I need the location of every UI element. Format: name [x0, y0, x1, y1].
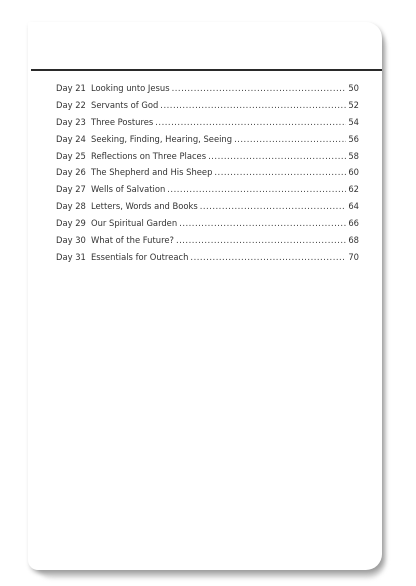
toc-day: Day 29: [56, 218, 86, 229]
toc-leader-dots: [234, 134, 346, 144]
toc-day: Day 28: [56, 201, 86, 212]
toc-entry: [56, 235, 359, 252]
toc-page-number: 62: [348, 184, 359, 195]
book-page: [28, 22, 382, 570]
toc-leader-dots: [155, 117, 346, 127]
toc-day: Day 27: [56, 184, 86, 195]
toc-page-number: 64: [348, 201, 359, 212]
toc-leader-dots: [172, 83, 347, 93]
toc-day: Day 31: [56, 251, 86, 262]
toc-title: Reflections on Three Places: [91, 150, 207, 161]
toc-title: Looking unto Jesus: [91, 83, 170, 93]
toc-title: The Shepherd and His Sheep: [91, 167, 213, 178]
toc-page-number: 52: [348, 99, 359, 110]
toc-page-number: 68: [348, 235, 359, 246]
toc-leader-dots: [179, 218, 346, 228]
toc-entry: [56, 83, 359, 100]
toc-day: Day 23: [56, 116, 86, 127]
toc-day: Day 26: [56, 167, 86, 178]
toc-page-number: 56: [348, 133, 359, 144]
toc-leader-dots: [190, 252, 346, 262]
toc-leader-dots: [167, 184, 346, 194]
toc-entry: [56, 151, 359, 168]
toc-day: Day 25: [56, 150, 86, 161]
toc-title: Servants of God: [91, 99, 159, 110]
table-of-contents: [56, 83, 359, 269]
toc-title: Three Postures: [91, 116, 154, 127]
toc-entry: [56, 134, 359, 151]
toc-day: Day 22: [56, 99, 86, 110]
toc-leader-dots: [200, 201, 347, 211]
header-rule: [31, 69, 382, 71]
toc-title: What of the Future?: [91, 235, 174, 246]
toc-page-number: 66: [348, 218, 359, 229]
toc-title: Wells of Salvation: [91, 184, 166, 195]
toc-entry: [56, 218, 359, 235]
toc-entry: [56, 167, 359, 184]
toc-page-number: 54: [348, 116, 359, 127]
toc-day: Day 30: [56, 235, 86, 246]
toc-entry: [56, 184, 359, 201]
toc-entry: [56, 252, 359, 269]
toc-day: Day 21: [56, 83, 86, 93]
toc-leader-dots: [176, 235, 346, 245]
toc-leader-dots: [208, 151, 346, 161]
toc-title: Our Spiritual Garden: [91, 218, 178, 229]
toc-leader-dots: [160, 100, 346, 110]
toc-page-number: 58: [348, 150, 359, 161]
toc-leader-dots: [214, 167, 346, 177]
toc-entry: [56, 100, 359, 117]
toc-title: Letters, Words and Books: [91, 201, 198, 212]
toc-day: Day 24: [56, 133, 86, 144]
toc-entry: [56, 117, 359, 134]
toc-title: Seeking, Finding, Hearing, Seeing: [91, 133, 233, 144]
toc-entry: [56, 201, 359, 218]
toc-title: Essentials for Outreach: [91, 251, 189, 262]
toc-page-number: 60: [348, 167, 359, 178]
toc-page-number: 70: [348, 251, 359, 262]
toc-page-number: 50: [348, 83, 359, 93]
